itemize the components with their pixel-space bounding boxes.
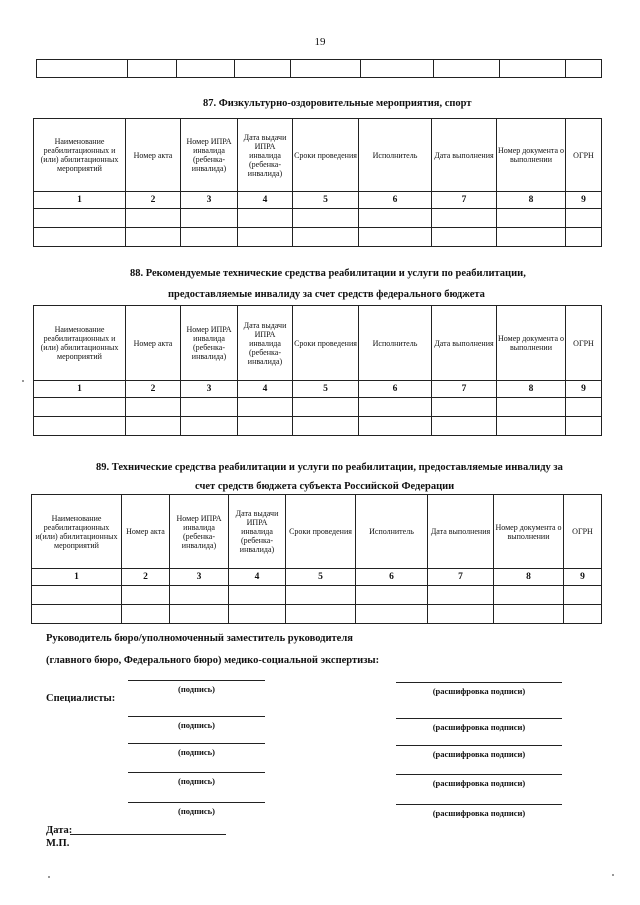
col-header-ogrn: ОГРН: [564, 495, 602, 569]
col-header-terms: Сроки проведения: [293, 119, 359, 192]
column-number: 3: [170, 569, 229, 586]
decode-line[interactable]: [396, 718, 562, 719]
col-header-ipra-date: Дата выдачи ИПРА инвалида (ребенка-инвалида): [229, 495, 286, 569]
scan-speck: [612, 874, 614, 876]
col-header-document-number: Номер документа о выполнении: [494, 495, 564, 569]
section-87-table: [33, 118, 602, 247]
signature-caption: (подпись): [178, 747, 215, 757]
column-number: 9: [566, 192, 602, 209]
col-header-name: Наименование реабилитационных и(или) абилитационных мероприятий: [32, 495, 122, 569]
section-88-title-line1: 88. Рекомендуемые технические средства реабилитации и услуги по реабилитации,: [130, 268, 526, 279]
column-number: 6: [359, 192, 432, 209]
col-header-executor: Исполнитель: [356, 495, 428, 569]
col-header-completion-date: Дата выполнения: [428, 495, 494, 569]
column-number: 6: [359, 381, 432, 398]
col-header-ogrn: ОГРН: [566, 306, 602, 381]
signature-line[interactable]: [128, 772, 265, 773]
column-number: 4: [229, 569, 286, 586]
date-label: Дата:: [46, 825, 73, 836]
column-number-row: [32, 569, 602, 586]
signature-line[interactable]: [128, 802, 265, 803]
column-number: 4: [238, 192, 293, 209]
column-number: 7: [432, 381, 497, 398]
column-number: 2: [126, 192, 181, 209]
section-87-title: 87. Физкультурно-оздоровительные мероприятия, спорт: [203, 98, 472, 109]
col-header-completion-date: Дата выполнения: [432, 306, 497, 381]
table-row: [32, 586, 602, 605]
col-header-name: Наименование реабилитационных и (или) абилитационных мероприятий: [34, 119, 126, 192]
column-number-row: [34, 192, 602, 209]
header-row: [34, 306, 602, 381]
decode-line[interactable]: [396, 804, 562, 805]
page-number: 19: [314, 36, 326, 48]
col-header-completion-date: Дата выполнения: [432, 119, 497, 192]
column-number: 7: [428, 569, 494, 586]
decode-line[interactable]: [396, 682, 562, 683]
col-header-ipra-number: Номер ИПРА инвалида (ребенка-инвалида): [181, 306, 238, 381]
col-header-act-number: Номер акта: [126, 119, 181, 192]
column-number: 8: [497, 381, 566, 398]
col-header-act-number: Номер акта: [126, 306, 181, 381]
continuation-table: [36, 59, 602, 78]
signature-caption: (подпись): [178, 806, 215, 816]
col-header-ipra-number: Номер ИПРА инвалида (ребенка-инвалида): [181, 119, 238, 192]
date-line[interactable]: [70, 834, 226, 835]
col-header-terms: Сроки проведения: [293, 306, 359, 381]
col-header-executor: Исполнитель: [359, 119, 432, 192]
decode-caption: (расшифровка подписи): [432, 808, 526, 818]
column-number: 3: [181, 192, 238, 209]
table-row: [34, 209, 602, 228]
col-header-ipra-date: Дата выдачи ИПРА инвалида (ребенка-инвалида): [238, 119, 293, 192]
table-row: [34, 417, 602, 436]
decode-caption: (расшифровка подписи): [432, 749, 526, 759]
col-header-act-number: Номер акта: [122, 495, 170, 569]
column-number: 1: [34, 192, 126, 209]
signature-caption: (подпись): [178, 684, 215, 694]
head-signatory-line1: Руководитель бюро/уполномоченный заместитель руководителя: [46, 633, 353, 644]
col-header-executor: Исполнитель: [359, 306, 432, 381]
column-number-row: [34, 381, 602, 398]
header-row: [34, 119, 602, 192]
table-row: [37, 60, 602, 78]
column-number: 1: [34, 381, 126, 398]
col-header-document-number: Номер документа о выполнении: [497, 306, 566, 381]
column-number: 9: [564, 569, 602, 586]
column-number: 8: [494, 569, 564, 586]
column-number: 6: [356, 569, 428, 586]
signature-line[interactable]: [128, 716, 265, 717]
table-row: [34, 398, 602, 417]
signature-line[interactable]: [128, 680, 265, 681]
column-number: 3: [181, 381, 238, 398]
section-88-title-line2: предоставляемые инвалиду за счет средств федерального бюджета: [168, 289, 485, 300]
section-89-title-line2: счет средств бюджета субъекта Российской Федерации: [195, 481, 455, 492]
specialists-label: Специалисты:: [46, 693, 116, 704]
column-number: 9: [566, 381, 602, 398]
head-signatory-line2: (главного бюро, Федерального бюро) медико-социальной экспертизы:: [46, 655, 380, 666]
stamp-label: М.П.: [46, 838, 70, 849]
col-header-terms: Сроки проведения: [286, 495, 356, 569]
column-number: 5: [293, 192, 359, 209]
signature-caption: (подпись): [178, 776, 215, 786]
header-row: [32, 495, 602, 569]
column-number: 8: [497, 192, 566, 209]
decode-line[interactable]: [396, 745, 562, 746]
signature-line[interactable]: [128, 743, 265, 744]
column-number: 2: [126, 381, 181, 398]
section-89-title-line1: 89. Технические средства реабилитации и услуги по реабилитации, предоставляемые инвалиду за: [96, 462, 563, 473]
table-row: [34, 228, 602, 247]
section-88-table: [33, 305, 602, 436]
col-header-ipra-date: Дата выдачи ИПРА инвалида (ребенка-инвалида): [238, 306, 293, 381]
column-number: 2: [122, 569, 170, 586]
col-header-ipra-number: Номер ИПРА инвалида (ребенка-инвалида): [170, 495, 229, 569]
signature-caption: (подпись): [178, 720, 215, 730]
decode-caption: (расшифровка подписи): [432, 686, 526, 696]
col-header-ogrn: ОГРН: [566, 119, 602, 192]
column-number: 5: [286, 569, 356, 586]
column-number: 7: [432, 192, 497, 209]
section-89-table: [31, 494, 602, 624]
decode-caption: (расшифровка подписи): [432, 778, 526, 788]
column-number: 1: [32, 569, 122, 586]
column-number: 5: [293, 381, 359, 398]
col-header-name: Наименование реабилитационных и (или) абилитационных мероприятий: [34, 306, 126, 381]
scan-speck: [48, 876, 50, 878]
table-row: [32, 605, 602, 624]
column-number: 4: [238, 381, 293, 398]
decode-caption: (расшифровка подписи): [432, 722, 526, 732]
decode-line[interactable]: [396, 774, 562, 775]
col-header-document-number: Номер документа о выполнении: [497, 119, 566, 192]
scan-speck: [22, 380, 24, 382]
